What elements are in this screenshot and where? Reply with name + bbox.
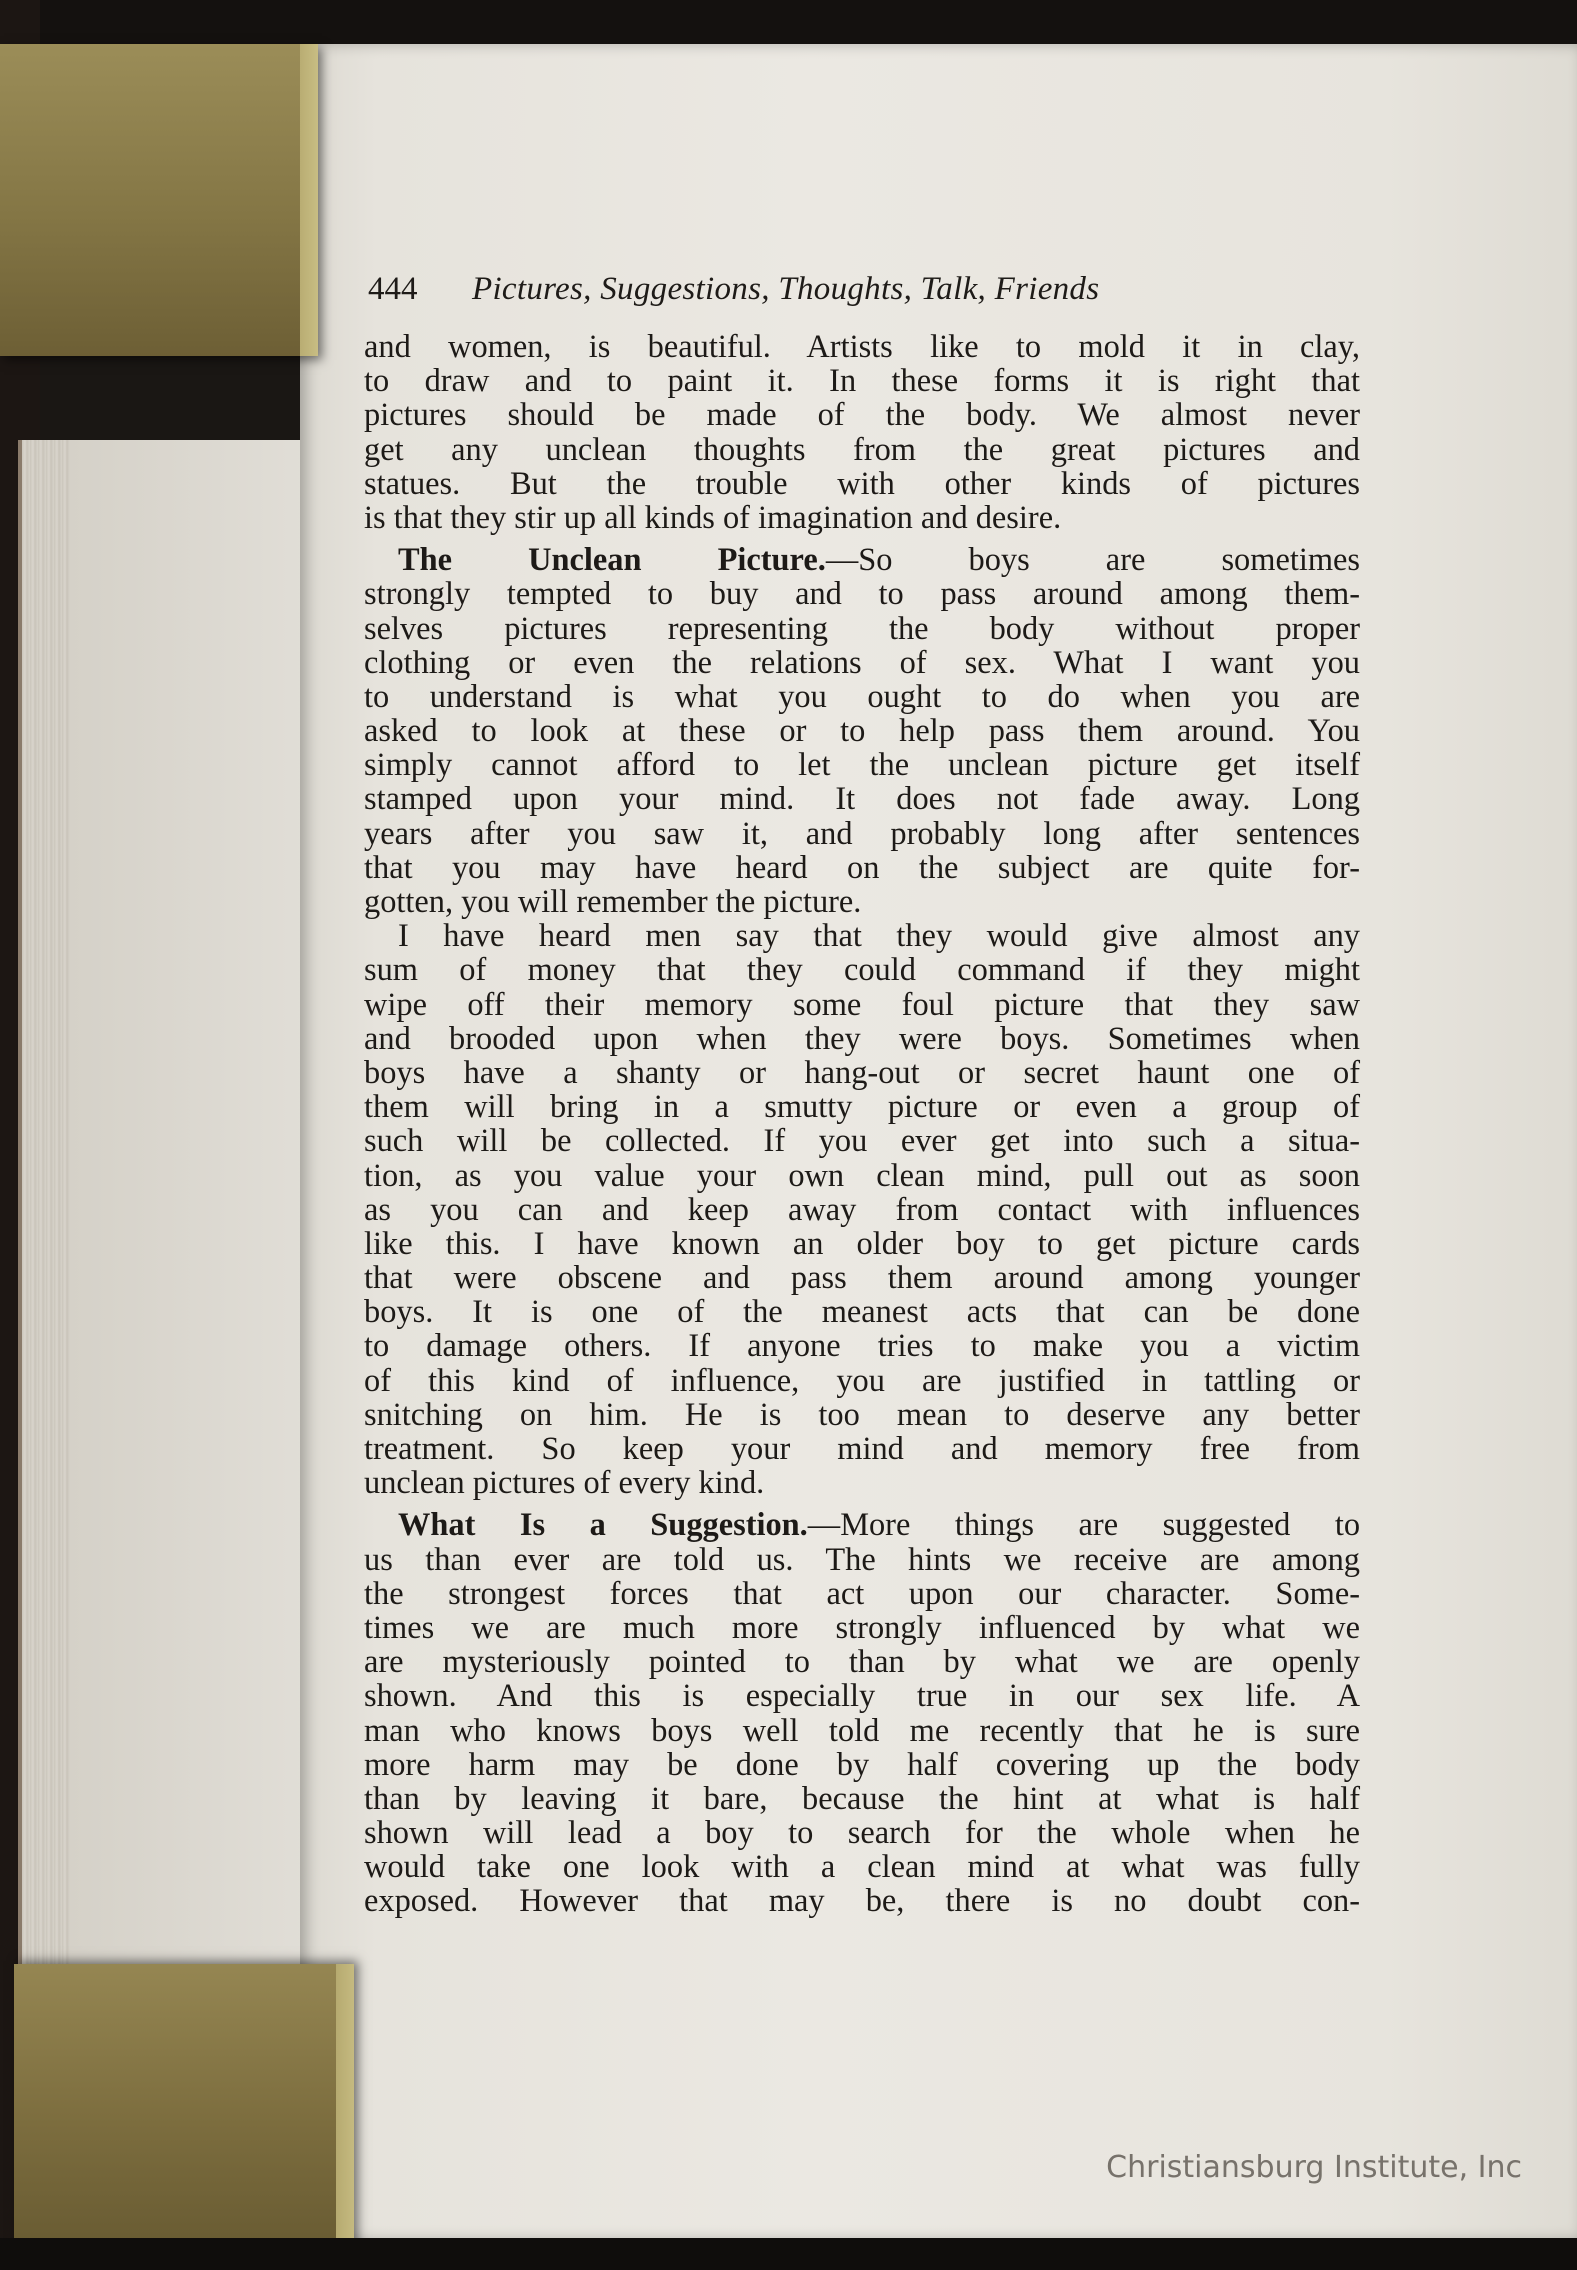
text-line: to understand is what you ought to do when you are <box>364 678 1360 715</box>
text-line: strongly tempted to buy and to pass around among them- <box>364 576 1360 613</box>
text-line: years after you saw it, and probably long after sentences <box>364 815 1360 852</box>
paragraph-intro <box>364 330 1360 535</box>
text-line: and brooded upon when they were boys. Sometimes when <box>364 1020 1360 1057</box>
section-first-line <box>364 543 1360 577</box>
section-first-line-text: —So boys are sometimes <box>825 542 1361 579</box>
text-line: boys have a shanty or hang-out or secret haunt one of <box>364 1054 1360 1091</box>
text-line: of this kind of influence, you are justified in tattling or <box>364 1362 1360 1399</box>
page-stack-face <box>70 440 310 1980</box>
text-line: to damage others. If anyone tries to make you a victim <box>364 1328 1360 1365</box>
section-first-line-text: —More things are suggested to <box>807 1507 1361 1544</box>
book-cover-corner-bottom <box>14 1964 354 2270</box>
text-line: that you may have heard on the subject are quite for- <box>364 849 1360 886</box>
cover-edge-top <box>300 44 318 356</box>
text-line: as you can and keep away from contact with influences <box>364 1191 1360 1228</box>
text-line: snitching on him. He is too mean to deserve any better <box>364 1396 1360 1433</box>
text-line: such will be collected. If you ever get into such a situa- <box>364 1123 1360 1160</box>
text-line: shown will lead a boy to search for the whole when he <box>364 1815 1360 1852</box>
text-line: statues. But the trouble with other kinds of pictures <box>364 465 1360 502</box>
text-line: treatment. So keep your mind and memory free from <box>364 1431 1360 1467</box>
dark-background-bottom <box>0 2238 1577 2270</box>
text-line: times we are much more strongly influenced by what we <box>364 1609 1360 1646</box>
text-line: is that they stir up all kinds of imagination and desire. <box>364 499 1062 536</box>
section-heading: The Unclean Picture. <box>398 542 826 579</box>
text-line: exposed. However that may be, there is no doubt con- <box>364 1883 1360 1920</box>
text-line: I have heard men say that they would give almost any <box>398 918 1360 955</box>
text-line: tion, as you value your own clean mind, pull out as soon <box>364 1157 1360 1194</box>
text-line: that were obscene and pass them around among younger <box>364 1260 1360 1297</box>
text-line: boys. It is one of the meanest acts that can be done <box>364 1294 1360 1331</box>
text-line: clothing or even the relations of sex. What I want you <box>364 644 1360 681</box>
text-line: man who knows boys well told me recently that he is sure <box>364 1712 1360 1749</box>
body-text <box>364 330 1360 1950</box>
section-first-line <box>364 1508 1360 1542</box>
page-number: 444 <box>368 271 418 307</box>
text-line: unclean pictures of every kind. <box>364 1465 765 1502</box>
text-line: than by leaving it bare, because the hint at what is half <box>364 1780 1360 1817</box>
running-head-title: Pictures, Suggestions, Thoughts, Talk, Friends <box>472 271 1100 307</box>
text-line: like this. I have known an older boy to get picture cards <box>364 1225 1360 1262</box>
section-suggestion <box>364 1508 1360 1918</box>
text-line: to draw and to paint it. In these forms it is right that <box>364 363 1360 400</box>
text-line: them will bring in a smutty picture or even a group of <box>364 1089 1360 1126</box>
text-line: stamped upon your mind. It does not fade away. Long <box>364 781 1360 818</box>
paragraph-memory <box>364 919 1360 1500</box>
text-line: shown. And this is especially true in our sex life. A <box>364 1678 1360 1715</box>
text-line: gotten, you will remember the picture. <box>364 884 862 920</box>
text-line: pictures should be made of the body. We almost never <box>364 397 1360 434</box>
text-line: the strongest forces that act upon our character. Some- <box>364 1575 1360 1612</box>
dark-background-top <box>0 0 1577 48</box>
text-line: and women, is beautiful. Artists like to mold it in clay, <box>364 329 1360 365</box>
running-head <box>368 266 1268 312</box>
text-line: asked to look at these or to help pass them around. You <box>364 713 1360 750</box>
text-line: sum of money that they could command if they might <box>364 952 1360 989</box>
cover-edge-bottom <box>336 1964 354 2270</box>
text-line: more harm may be done by half covering up the body <box>364 1746 1360 1783</box>
text-line: are mysteriously pointed to than by what we are openly <box>364 1644 1360 1681</box>
section-unclean-picture <box>364 543 1360 919</box>
watermark: Christiansburg Institute, Inc <box>1106 2150 1522 2185</box>
text-line: get any unclean thoughts from the great pictures and <box>364 431 1360 468</box>
text-line: wipe off their memory some foul picture that they saw <box>364 986 1360 1023</box>
text-line: would take one look with a clean mind at what was fully <box>364 1849 1360 1886</box>
book-cover-corner-top <box>0 44 318 356</box>
text-line: us than ever are told us. The hints we receive are among <box>364 1541 1360 1578</box>
text-line: selves pictures representing the body without proper <box>364 610 1360 647</box>
text-line: simply cannot afford to let the unclean picture get itself <box>364 747 1360 784</box>
section-heading: What Is a Suggestion. <box>398 1507 808 1544</box>
